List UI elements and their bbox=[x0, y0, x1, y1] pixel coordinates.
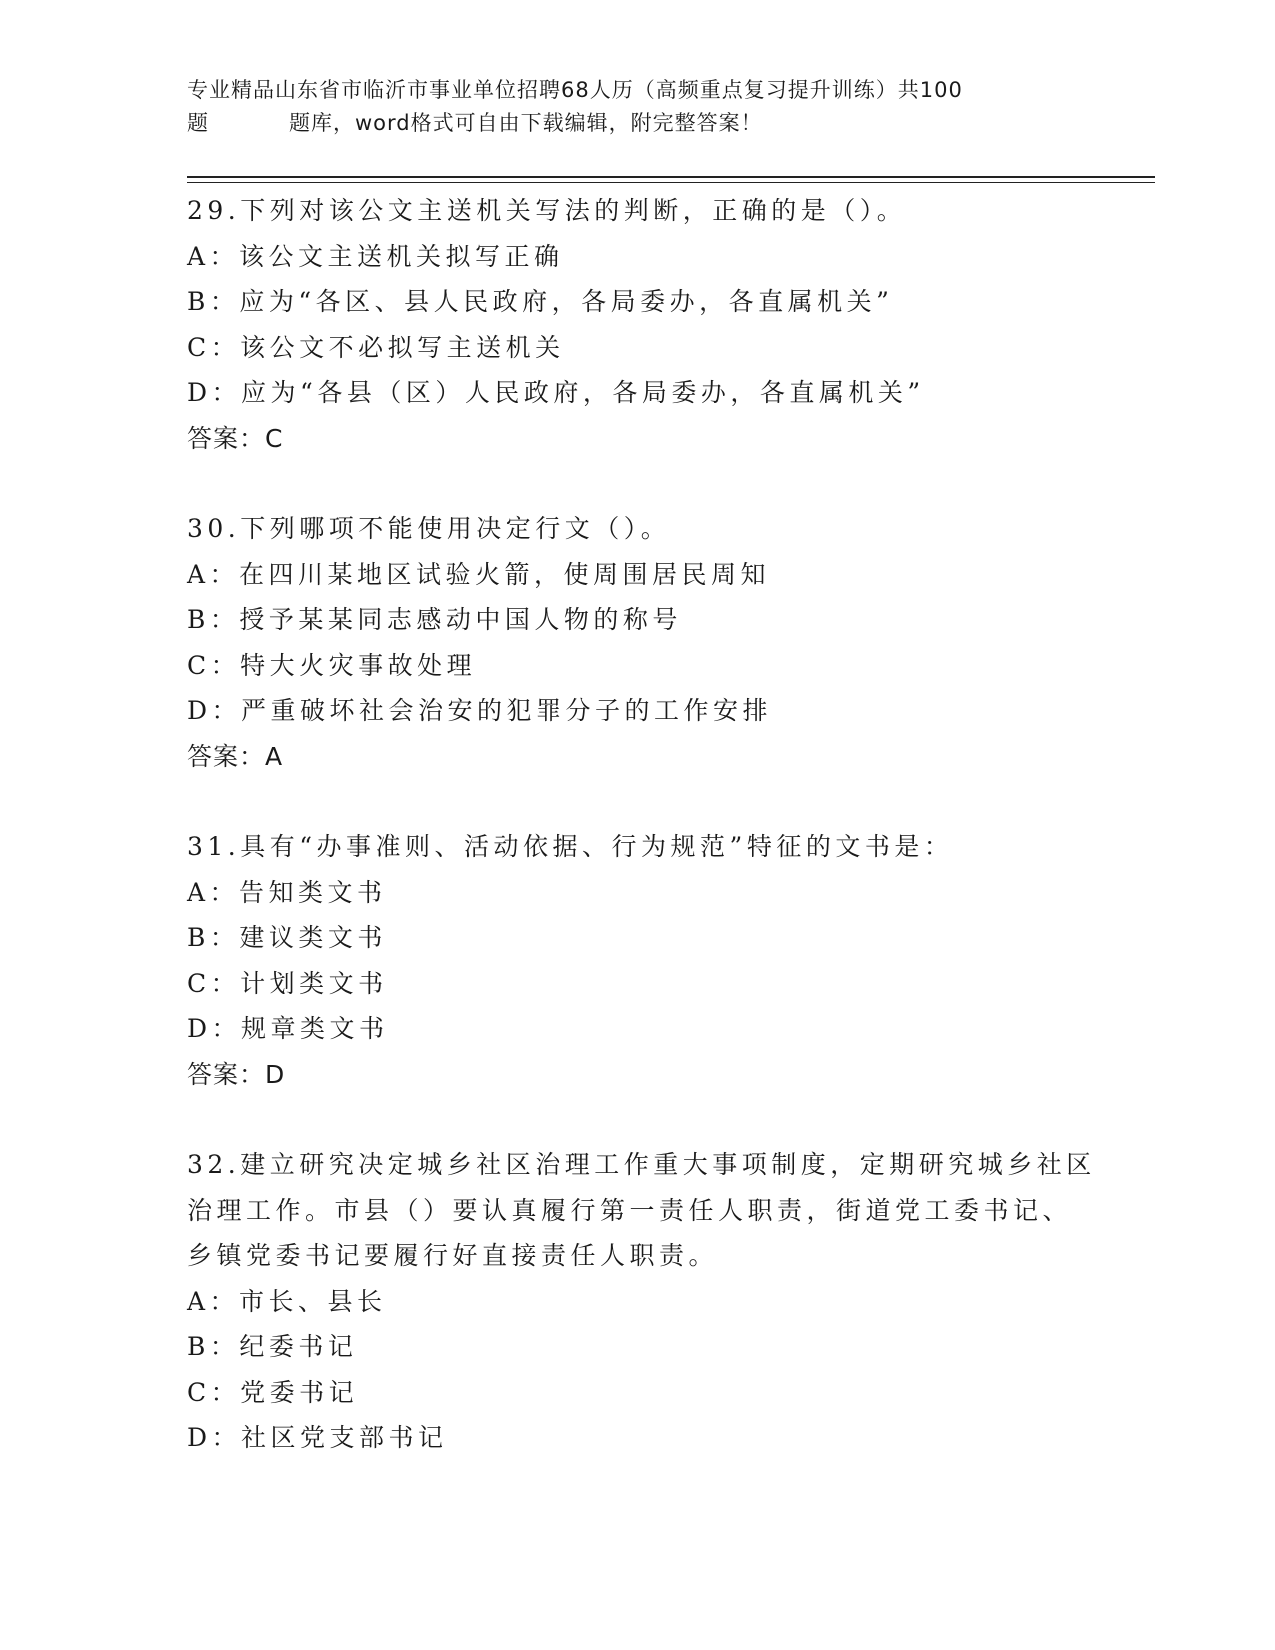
question-32 bbox=[187, 1142, 1155, 1461]
header-line-2 bbox=[187, 107, 1087, 140]
option-a: A：在四川某地区试验火箭，使周围居民周知 bbox=[187, 559, 771, 589]
document-header bbox=[187, 74, 1087, 140]
header-divider-thin bbox=[187, 182, 1155, 183]
option-a: A：告知类文书 bbox=[187, 877, 387, 907]
question-30 bbox=[187, 506, 1155, 779]
header-line-2-right: 题库，word格式可自由下载编辑，附完整答案！ bbox=[289, 111, 763, 135]
option-b: B：纪委书记 bbox=[187, 1332, 358, 1361]
question-list bbox=[187, 188, 1155, 1506]
question-31 bbox=[187, 824, 1155, 1097]
option-c: C：党委书记 bbox=[187, 1377, 359, 1407]
answer: 答案：C bbox=[187, 423, 284, 453]
answer: 答案：D bbox=[187, 1059, 286, 1089]
option-a: A：市长、县长 bbox=[187, 1286, 387, 1316]
question-stem-line-1: 32.建立研究决定城乡社区治理工作重大事项制度，定期研究城乡社区 bbox=[187, 1150, 1096, 1179]
header-line-2-left: 题 bbox=[187, 111, 209, 135]
header-divider-thick bbox=[187, 176, 1155, 178]
question-29 bbox=[187, 188, 1155, 461]
question-stem-line-2: 治理工作。市县（）要认真履行第一责任人职责，街道党工委书记、 bbox=[187, 1195, 1073, 1225]
option-d: D：规章类文书 bbox=[187, 1014, 389, 1043]
question-stem-line-3: 乡镇党委书记要履行好直接责任人职责。 bbox=[187, 1241, 719, 1270]
header-line-1: 专业精品山东省市临沂市事业单位招聘68人历（高频重点复习提升训练）共100 bbox=[187, 78, 963, 102]
option-b: B：应为“各区、县人民政府，各局委办，各直属机关” bbox=[187, 287, 894, 316]
option-d: D：应为“各县（区）人民政府，各局委办，各直属机关” bbox=[187, 378, 925, 407]
answer: 答案：A bbox=[187, 741, 284, 771]
option-c: C：特大火灾事故处理 bbox=[187, 650, 477, 680]
option-c: C：该公文不必拟写主送机关 bbox=[187, 332, 565, 362]
option-d: D：社区党支部书记 bbox=[187, 1423, 448, 1452]
option-d: D：严重破坏社会治安的犯罪分子的工作安排 bbox=[187, 696, 773, 725]
option-c: C：计划类文书 bbox=[187, 968, 388, 998]
question-stem: 29.下列对该公文主送机关写法的判断，正确的是（）。 bbox=[187, 196, 907, 225]
question-stem: 30.下列哪项不能使用决定行文（）。 bbox=[187, 514, 671, 543]
option-a: A：该公文主送机关拟写正确 bbox=[187, 241, 564, 271]
question-stem: 31.具有“办事准则、活动依据、行为规范”特征的文书是： bbox=[187, 832, 954, 861]
option-b: B：授予某某同志感动中国人物的称号 bbox=[187, 605, 682, 634]
option-b: B：建议类文书 bbox=[187, 923, 387, 952]
